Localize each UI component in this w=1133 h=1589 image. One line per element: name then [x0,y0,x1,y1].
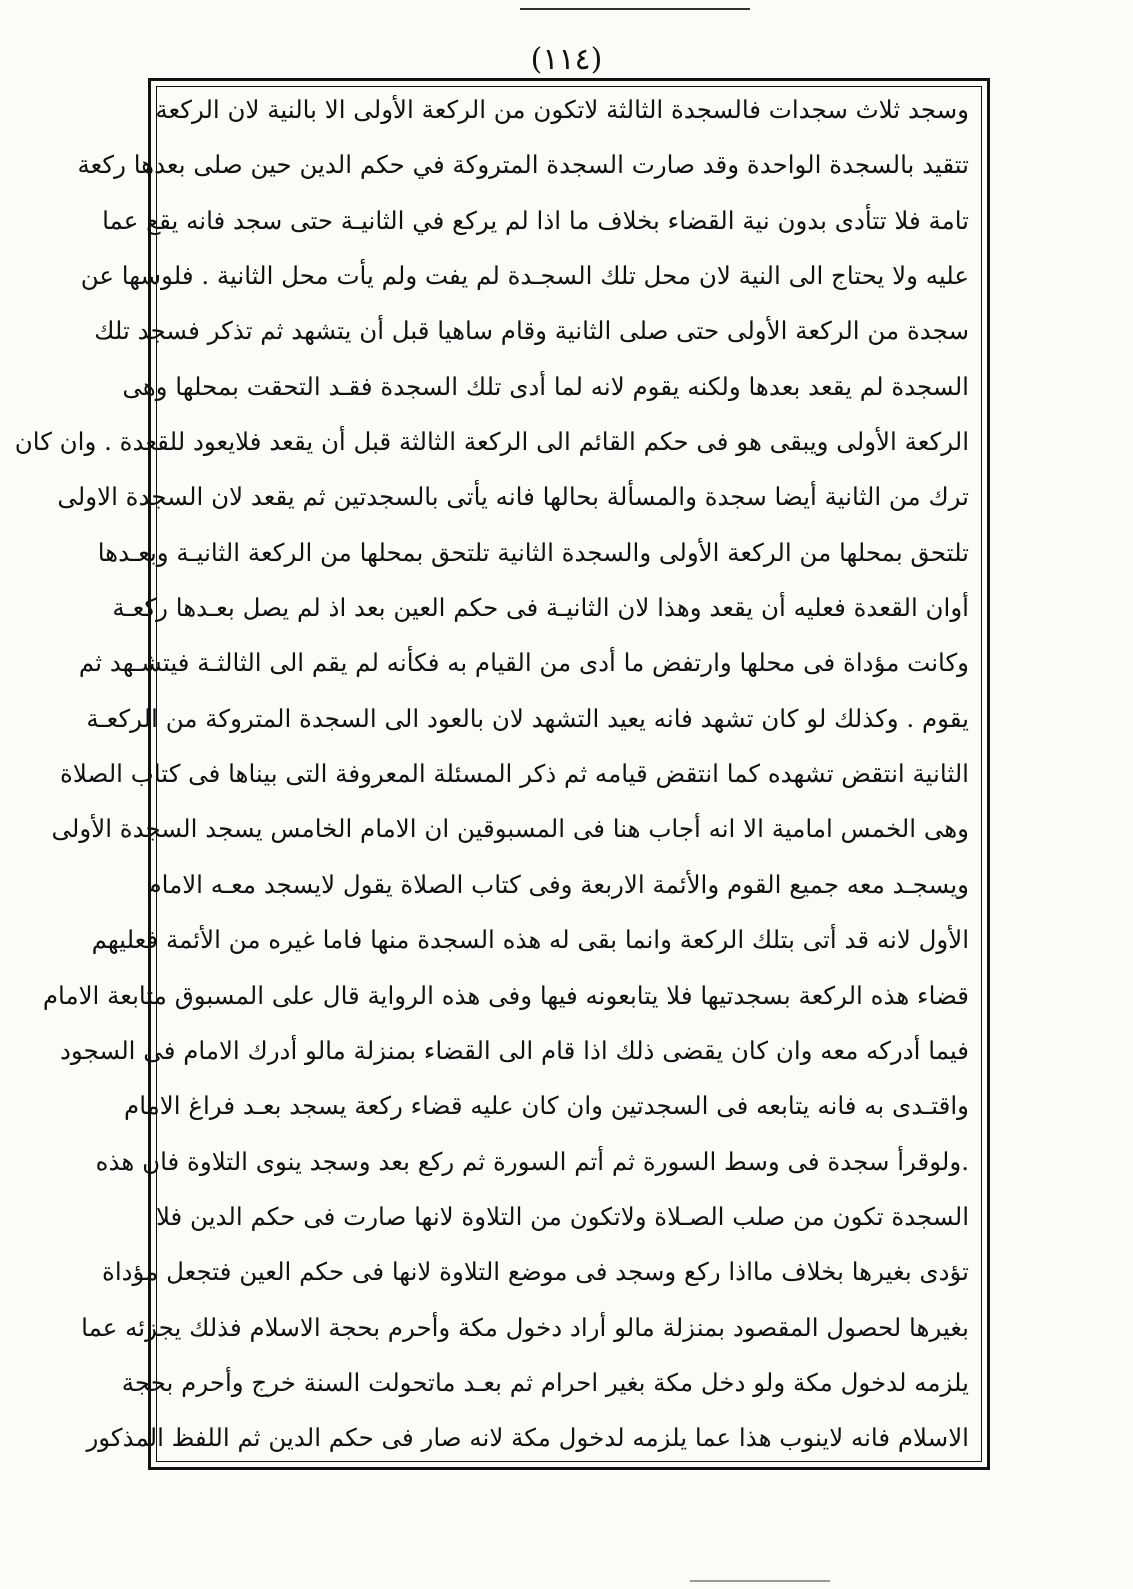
text-line: تلتحق بمحلها من الركعة الأولى والسجدة الثانية تلتحق بمحلها من الركعة الثانيـة وبعـدها [97,537,969,567]
text-frame [14,78,990,1470]
text-line: تامة فلا تتأدى بدون نية القضاء بخلاف ما اذا لم يركع في الثانيـة حتى سجد فانه يقع عما [102,205,969,235]
text-line: وهى الخمس امامية الا انه أجاب هنا فى المسبوقين ان الامام الخامس يسجد السجدة الأولى [51,814,969,844]
text-line: الركعة الأولى ويبقى هو فى حكم القائم الى الركعة الثالثة قبل أن يقعد فلايعود للقعدة . وان كان [14,427,969,457]
body-text [14,95,969,1453]
text-line: ويسجـد معه جميع القوم والأئمة الاربعة وفى كتاب الصلاة يقول لايسجد معـه الامام [146,869,969,899]
text-line: فيما أدركه معه وان كان يقضى ذلك اذا قام الى القضاء بمنزلة مالو أدرك الامام فى السجود [59,1035,969,1065]
text-line: ترك من الثانية أيضا سجدة والمسألة بحالها فانه يأتى بالسجدتين ثم يقعد لان السجدة الاولى [57,482,969,512]
text-line: وسجد ثلاث سجدات فالسجدة الثالثة لاتكون من الركعة الأولى الا بالنية لان الركعة [155,95,969,124]
page-number: (١١٤) [530,42,603,77]
text-line: سجدة من الركعة الأولى حتى صلى الثانية وقام ساهيا قبل أن يتشهد ثم تذكر فسجد تلك [94,316,969,346]
text-line: أوان القعدة فعليه أن يقعد وهذا لان الثانيـة فى حكم العين بعد اذ لم يصل بعـدها ركعـة [112,593,969,623]
text-line: واقتـدى به فانه يتابعه فى السجدتين وان كان عليه قضاء ركعة يسجد بعـد فراغ الامام [124,1091,969,1121]
bottom-decorative-rule [690,1580,830,1582]
text-line: السجدة لم يقعد بعدها ولكنه يقوم لانه لما أدى تلك السجدة فقـد التحقت بمحلها وهى [122,371,969,401]
text-line: تتقيد بالسجدة الواحدة وقد صارت السجدة المتروكة في حكم الدين حين صلى بعدها ركعة [77,150,969,180]
text-line: الثانية انتقض تشهده كما انتقض قيامه ثم ذكر المسئلة المعروفة التى بيناها فى كتاب الصلاة [60,759,969,789]
text-line: تؤدى بغيرها بخلاف مااذا ركع وسجد فى موضع التلاوة لانها فى حكم العين فتجعل مؤداة [102,1257,969,1287]
top-decorative-rule [520,8,750,10]
text-line: السجدة تكون من صلب الصـلاة ولاتكون من التلاوة لانها صارت فى حكم الدين فلا [155,1201,969,1231]
text-line: الأول لانه قد أتى بتلك الركعة وانما بقى له هذه السجدة منها فاما غيره من الأئمة فعليهم [91,925,969,955]
text-line: .ولوقرأ سجدة فى وسط السورة ثم أتم السورة ثم ركع بعد وسجد ينوى التلاوة فان هذه [95,1146,969,1176]
text-line: يقوم . وكذلك لو كان تشهد فانه يعيد التشهد لان بالعود الى السجدة المتروكة من الركعـة [86,703,969,733]
text-line: بغيرها لحصول المقصود بمنزلة مالو أراد دخول مكة وأحرم بحجة الاسلام فذلك يجزئه عما [81,1312,969,1342]
text-line: قضاء هذه الركعة بسجدتيها فلا يتابعونه فيها وفى هذه الرواية قال على المسبوق متابعة الامام [42,980,969,1010]
text-line: يلزمه لدخول مكة ولو دخل مكة بغير احرام ثم بعـد ماتحولت السنة خرج وأحرم بحجة [121,1367,969,1397]
text-line: وكانت مؤداة فى محلها وارتفض ما أدى من القيام به فكأنه لم يقم الى الثالثـة فيتشـهد ثم [78,648,969,678]
text-line: الاسلام فانه لاينوب هذا عما يلزمه لدخول مكة لانه صار فى حكم الدين ثم اللفظ المذكور [86,1423,969,1453]
text-line: عليه ولا يحتاج الى النية لان محل تلك السجـدة لم يفت ولم يأت محل الثانية . فلوسها عن [80,261,969,291]
